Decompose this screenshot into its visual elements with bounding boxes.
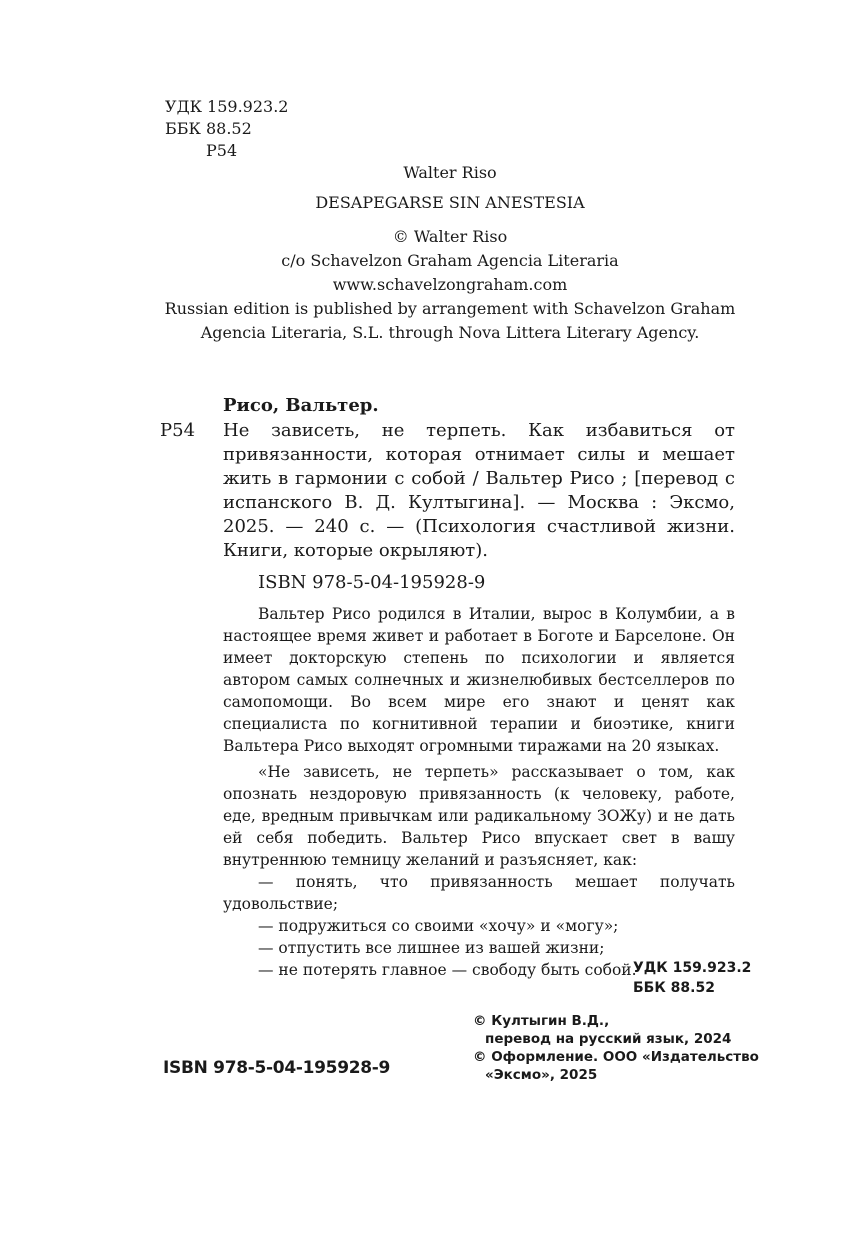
- edition-note-line-1: Russian edition is published by arrangement with Schavelzon Graham: [164, 299, 736, 318]
- annotation: [223, 603, 735, 981]
- agency-website: www.schavelzongraham.com: [332, 275, 568, 294]
- bbk-code: ББК 88.52: [165, 119, 252, 138]
- list-item: — не потерять главное — свободу быть собой.: [258, 961, 637, 979]
- bibliographic-isbn: ISBN 978-5-04-195928-9: [258, 572, 486, 593]
- translator-copyright: © Култыгин В.Д.,: [473, 1013, 610, 1029]
- original-title: DESAPEGARSE SIN ANESTESIA: [315, 193, 585, 212]
- original-author: Walter Riso: [403, 163, 497, 182]
- list-item: — понять, что привязанность мешает получать удовольствие;: [223, 873, 735, 913]
- bottom-bbk: ББК 88.52: [633, 980, 715, 996]
- edition-note-line-2: Agencia Literaria, S.L. through Nova Littera Literary Agency.: [200, 323, 700, 342]
- annotation-paragraph: Вальтер Рисо родился в Италии, вырос в Колумбии, а в настоящее время живет и работает в Боготе и Барселоне. Он имеет докторскую степень по психологии и является автором самых солнечных и жизнелюбивых бестселлеров по самопомощи. Во всем мире его знают и ценят как специалиста по когнитивной терапии и биоэтике, книги Вальтера Рисо выходят огромными тиражами на 20 языках.: [223, 605, 735, 755]
- isbn-bottom: ISBN 978-5-04-195928-9: [163, 1058, 391, 1078]
- list-item: — подружиться со своими «хочу» и «могу»;: [258, 917, 619, 935]
- agency-line: c/o Schavelzon Graham Agencia Literaria: [281, 251, 619, 270]
- annotation-paragraph: «Не зависеть, не терпеть» рассказывает о том, как опознать нездоровую привязанность (к человеку, работе, еде, вредным привычкам или радикальному ЗОЖу) и не дать ей себя победить. Вальтер Рисо впускает свет в вашу внутреннюю темницу желаний и разъясняет, как:: [223, 763, 735, 869]
- design-copyright: © Оформление. ООО «Издательство: [473, 1049, 759, 1065]
- russian-edition-copyright: [473, 1012, 759, 1084]
- copyright-line: © Walter Riso: [392, 227, 508, 246]
- original-copyright-block: [150, 161, 750, 345]
- bottom-udk: УДК 159.923.2: [633, 960, 752, 976]
- bibliographic-author-heading: Рисо, Вальтер.: [223, 395, 379, 416]
- bottom-classification-codes: [633, 958, 751, 998]
- list-item: — отпустить все лишнее из вашей жизни;: [258, 939, 605, 957]
- translator-copyright-detail: перевод на русский язык, 2024: [485, 1031, 732, 1047]
- bibliographic-code: Р54: [160, 420, 196, 441]
- udk-code: УДК 159.923.2: [165, 97, 289, 116]
- bibliographic-description: Не зависеть, не терпеть. Как избавиться от привязанности, которая отнимает силы и мешает жить в гармонии с собой / Вальтер Рисо ; [перевод с испанского В. Д. Култыгина]. — Москва : Эксмо, 2025. — 240 с. — (Психология счастливой жизни. Книги, которые окрыляют).: [223, 420, 735, 561]
- design-copyright-detail: «Эксмо», 2025: [485, 1067, 598, 1083]
- top-classification-codes: [165, 96, 288, 162]
- author-mark: Р54: [206, 141, 238, 160]
